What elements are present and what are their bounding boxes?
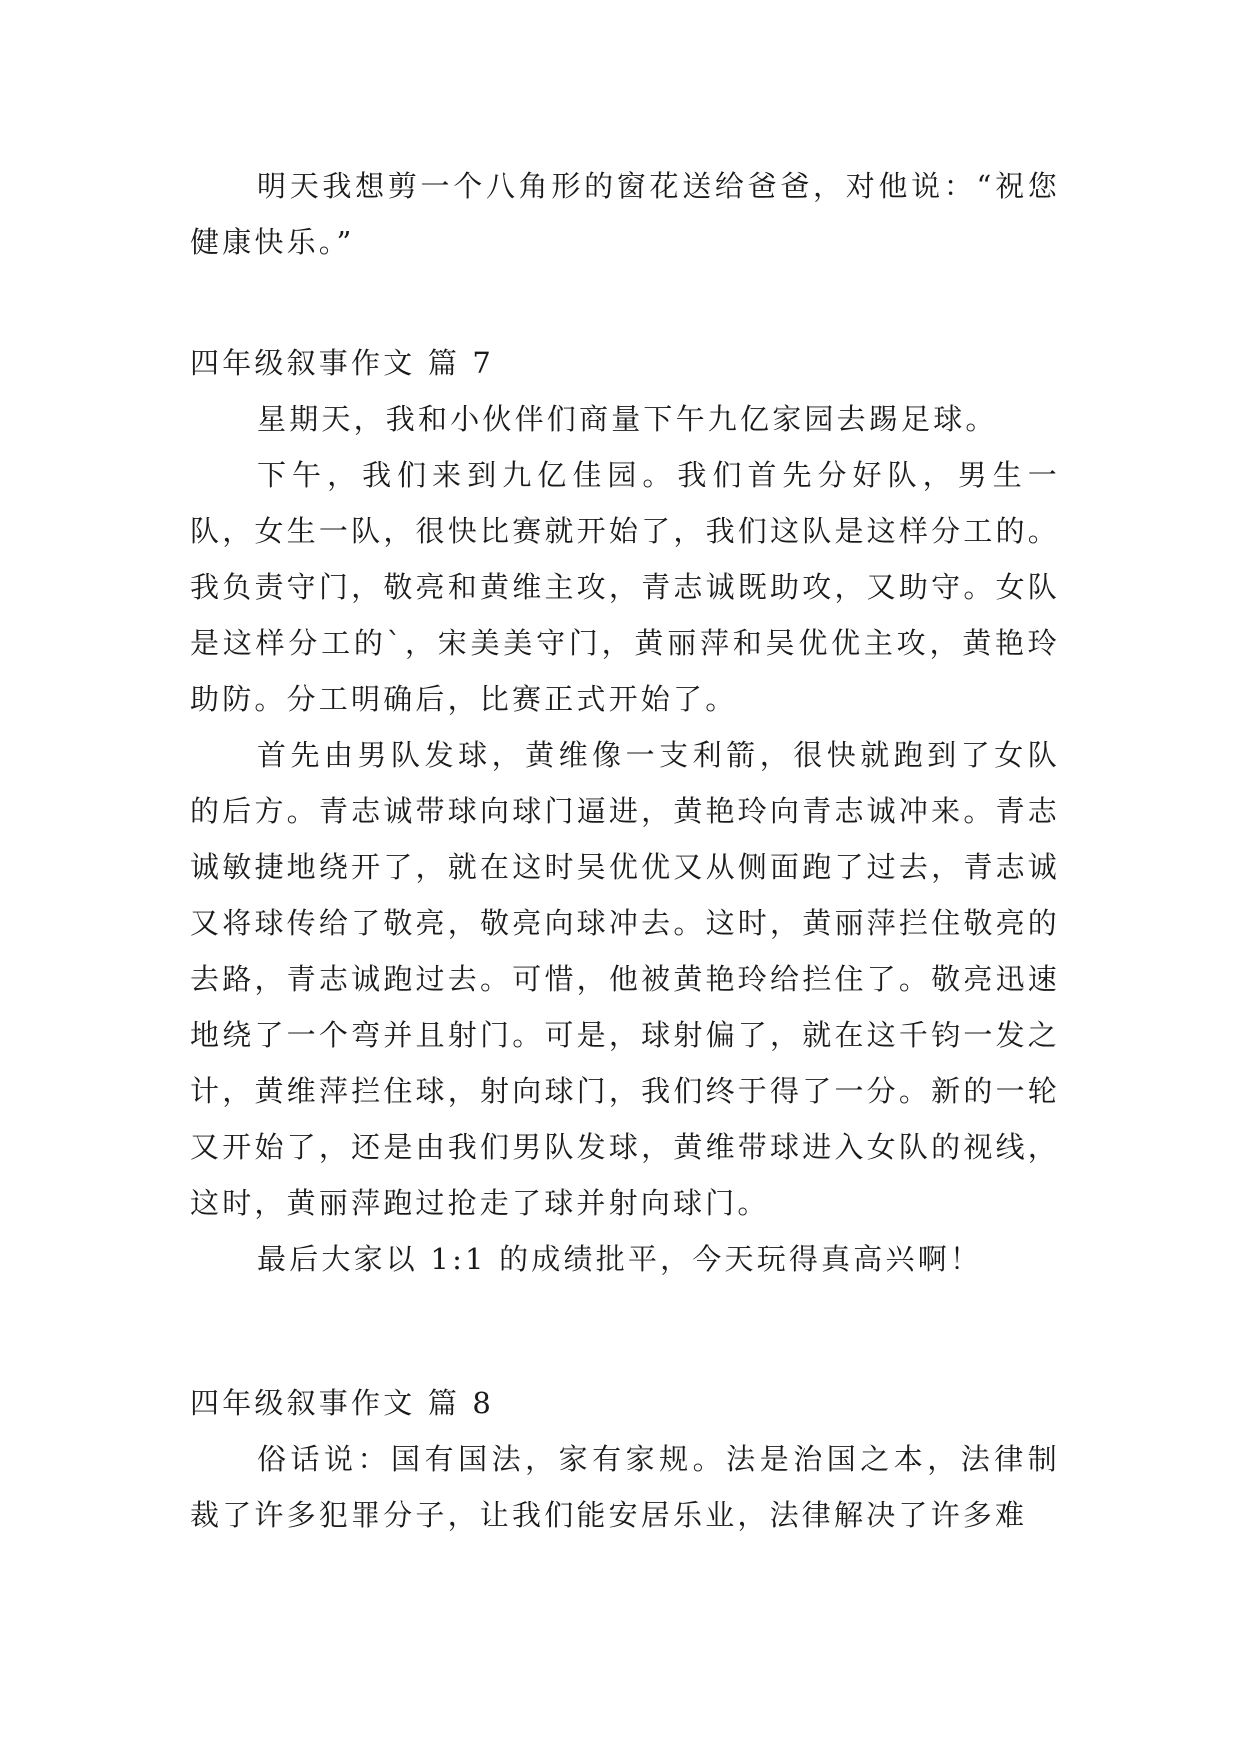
paragraph: 最后大家以 1:1 的成绩批平，今天玩得真高兴啊！ — [257, 1242, 983, 1276]
paragraph: 俗话说：国有国法，家有家规。法是治国之本，法律制裁了许多犯罪分子，让我们能安居乐业，法律解决了许多难 — [190, 1442, 1060, 1532]
paragraph: 星期天，我和小伙伴们商量下午九亿家园去踢足球。 — [257, 402, 998, 436]
paragraph: 下午，我们来到九亿佳园。我们首先分好队，男生一队，女生一队，很快比赛就开始了，我们这队是这样分工的。我负责守门，敬亮和黄维主攻，青志诚既助攻，又助守。女队是这样分工的`，宋美美守门，黄丽萍和吴优优主攻，黄艳玲助防。分工明确后，比赛正式开始了。 — [190, 458, 1060, 716]
intro-section — [190, 158, 1060, 270]
essay-section-8 — [190, 1375, 1060, 1543]
essay-section-7 — [190, 335, 1060, 1287]
section-title: 四年级叙事作文 篇 8 — [190, 1386, 495, 1420]
paragraph: 首先由男队发球，黄维像一支利箭，很快就跑到了女队的后方。青志诚带球向球门逼进，黄艳玲向青志诚冲来。青志诚敏捷地绕开了，就在这时吴优优又从侧面跑了过去，青志诚又将球传给了敬亮，敬亮向球冲去。这时，黄丽萍拦住敬亮的去路，青志诚跑过去。可惜，他被黄艳玲给拦住了。敬亮迅速地绕了一个弯并且射门。可是，球射偏了，就在这千钧一发之计，黄维萍拦住球，射向球门，我们终于得了一分。新的一轮又开始了，还是由我们男队发球，黄维带球进入女队的视线，这时，黄丽萍跑过抢走了球并射向球门。 — [190, 738, 1060, 1220]
section-title: 四年级叙事作文 篇 7 — [190, 346, 495, 380]
paragraph: 明天我想剪一个八角形的窗花送给爸爸，对他说：“祝您健康快乐。” — [190, 169, 1060, 259]
